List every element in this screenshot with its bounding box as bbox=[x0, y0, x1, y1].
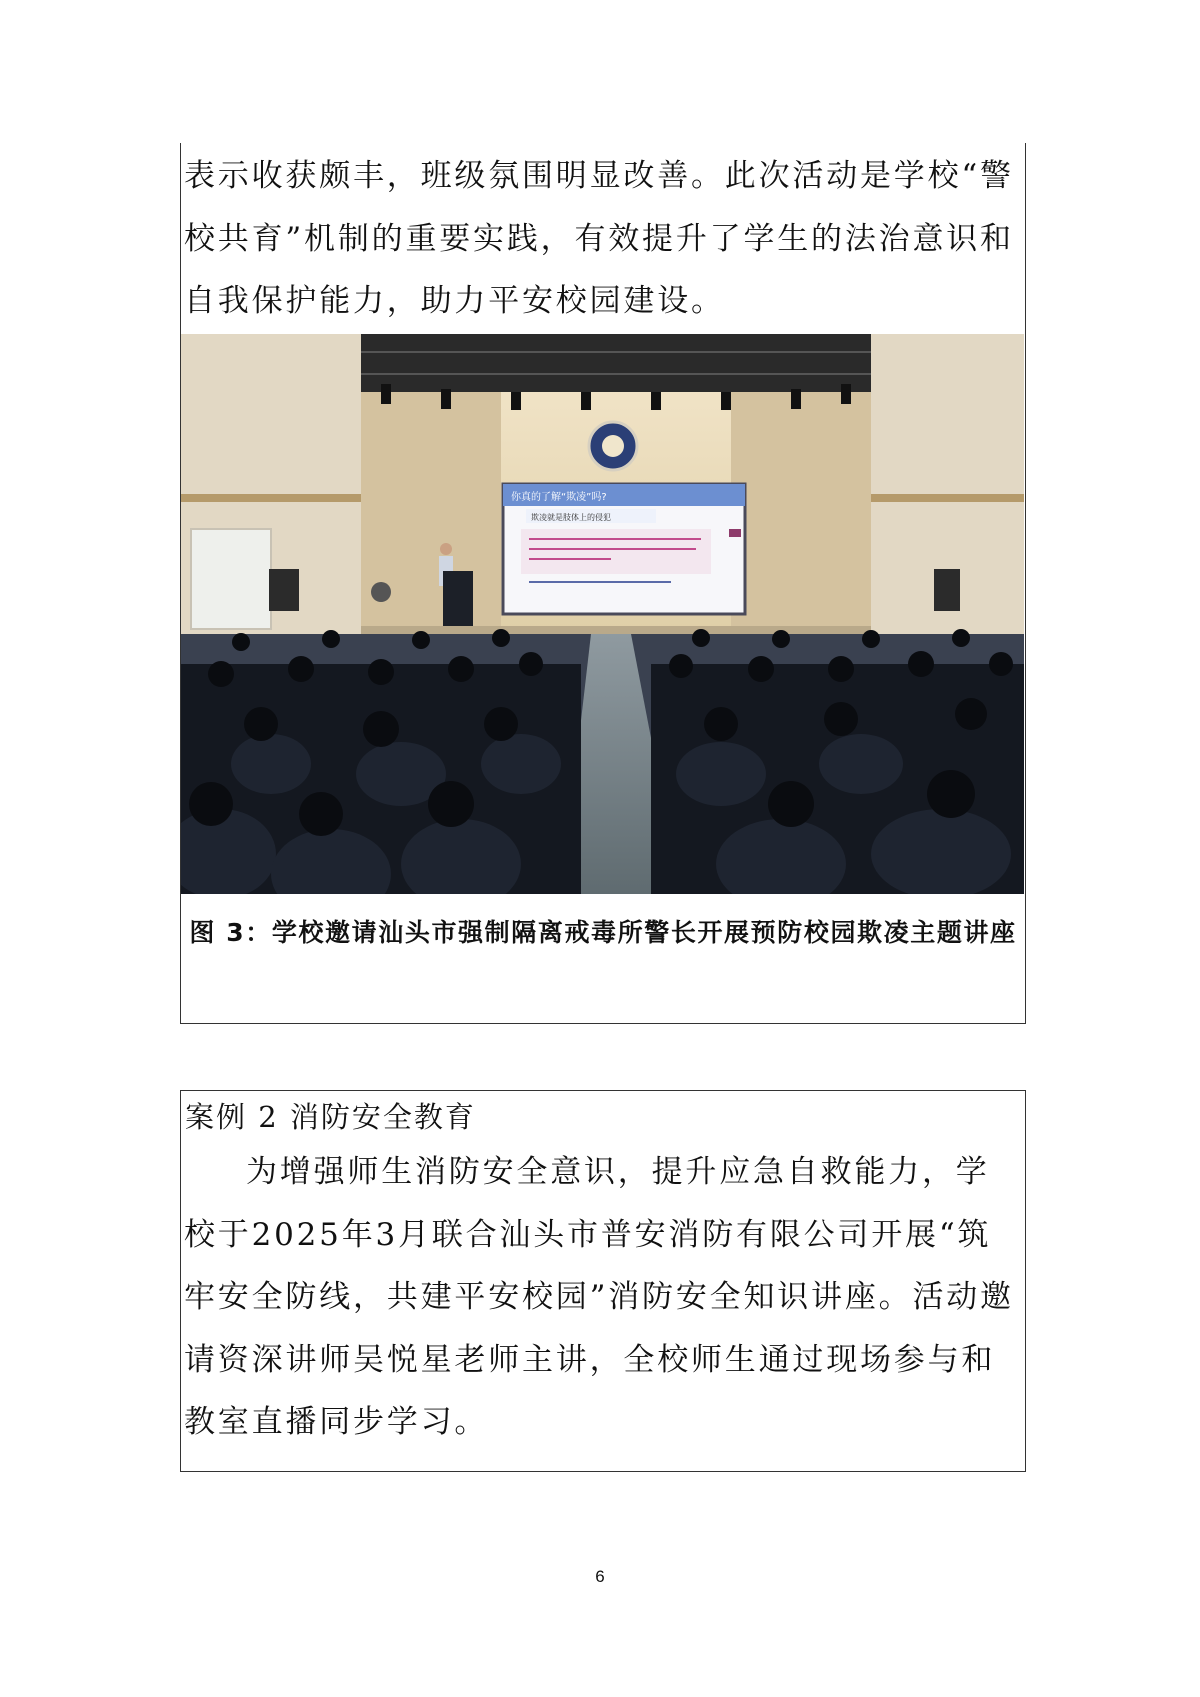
lecture-hall-image bbox=[181, 334, 1024, 894]
case2-text-box bbox=[180, 1090, 1026, 1472]
page-number: 6 bbox=[595, 1567, 605, 1586]
case1-closing-paragraph: 表示收获颇丰，班级氛围明显改善。此次活动是学校“警校共育”机制的重要实践，有效提升了学生的法治意识和自我保护能力，助力平安校园建设。 bbox=[184, 158, 1014, 319]
figure-caption: 图 3：学校邀请汕头市强制隔离戒毒所警长开展预防校园欺凌主题讲座 bbox=[189, 918, 1017, 947]
case1-text-box bbox=[180, 143, 1026, 1024]
case2-heading: 案例 2 消防安全教育 bbox=[185, 1100, 476, 1134]
lecture-photo bbox=[181, 334, 1024, 894]
case2-paragraph: 为增强师生消防安全意识，提升应急自救能力，学校于2025年3月联合汕头市普安消防有限公司开展“筑牢安全防线，共建平安校园”消防安全知识讲座。活动邀请资深讲师吴悦星老师主讲，全校师生通过现场参与和教室直播同步学习。 bbox=[184, 1154, 1014, 1440]
slide-subtitle: 欺凌就是肢体上的侵犯 bbox=[531, 513, 611, 522]
slide-title: 你真的了解“欺凌”吗? bbox=[511, 492, 607, 503]
